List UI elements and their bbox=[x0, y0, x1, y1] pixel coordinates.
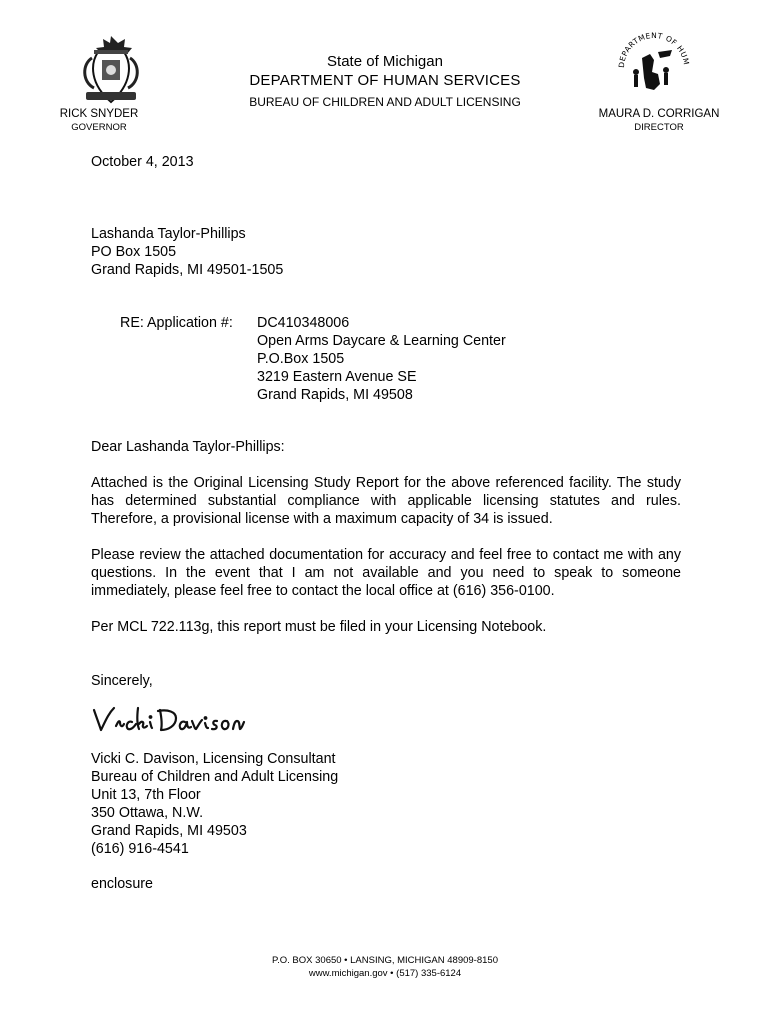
bureau-name: BUREAU OF CHILDREN AND ADULT LICENSING bbox=[249, 95, 521, 109]
footer-contact: www.michigan.gov • (517) 335-6124 bbox=[308, 968, 462, 979]
signature-line: 350 Ottawa, N.W. bbox=[91, 805, 204, 821]
re-line: Open Arms Daycare & Learning Center bbox=[257, 333, 506, 349]
signature-line: (616) 916-4541 bbox=[91, 841, 189, 857]
footer-address: P.O. BOX 30650 • LANSING, MICHIGAN 48909-8150 bbox=[272, 955, 498, 966]
director-title: DIRECTOR bbox=[634, 122, 684, 133]
signature-line: Vicki C. Davison, Licensing Consultant bbox=[91, 751, 336, 767]
recipient-address bbox=[91, 225, 283, 279]
salutation: Dear Lashanda Taylor-Phillips: bbox=[91, 439, 285, 455]
handwritten-signature bbox=[88, 700, 248, 738]
state-name: State of Michigan bbox=[327, 53, 443, 70]
enclosure-note: enclosure bbox=[91, 876, 153, 892]
signature-line: Unit 13, 7th Floor bbox=[91, 787, 201, 803]
governor-name: RICK SNYDER bbox=[59, 108, 139, 120]
logo-ring-text: DEPARTMENT OF HUM bbox=[616, 30, 691, 69]
re-label: RE: Application #: bbox=[120, 315, 233, 331]
body-paragraph-1: Attached is the Original Licensing Study Report for the above referenced facility. The study has determined substantial compliance with applicable licensing statutes and rules. Therefore, a provisional license with a maximum capacity of 34 is issued. bbox=[91, 475, 681, 527]
recipient-line: Lashanda Taylor-Phillips bbox=[91, 226, 246, 242]
re-line: 3219 Eastern Avenue SE bbox=[257, 369, 417, 385]
letter-date: October 4, 2013 bbox=[91, 154, 194, 170]
signature-line: Grand Rapids, MI 49503 bbox=[91, 823, 247, 839]
signature-line: Bureau of Children and Adult Licensing bbox=[91, 769, 339, 785]
recipient-line: PO Box 1505 bbox=[91, 244, 177, 260]
closing: Sincerely, bbox=[91, 673, 153, 689]
body-paragraph-2: Please review the attached documentation for accuracy and feel free to contact me with any questions. In the event that I am not available and you need to speak to someone immediately, please feel free to contact the local office at (616) 356-0100. bbox=[91, 547, 681, 599]
re-details bbox=[257, 314, 506, 404]
governor-title: GOVERNOR bbox=[71, 122, 127, 133]
re-line: DC410348006 bbox=[257, 315, 350, 331]
body-paragraph-3: Per MCL 722.113g, this report must be filed in your Licensing Notebook. bbox=[91, 619, 547, 635]
re-line: Grand Rapids, MI 49508 bbox=[257, 387, 413, 403]
department-name: DEPARTMENT OF HUMAN SERVICES bbox=[249, 72, 521, 89]
director-name: MAURA D. CORRIGAN bbox=[598, 108, 720, 120]
recipient-line: Grand Rapids, MI 49501-1505 bbox=[91, 262, 284, 278]
signature-block bbox=[91, 750, 338, 858]
re-line: P.O.Box 1505 bbox=[257, 351, 345, 367]
